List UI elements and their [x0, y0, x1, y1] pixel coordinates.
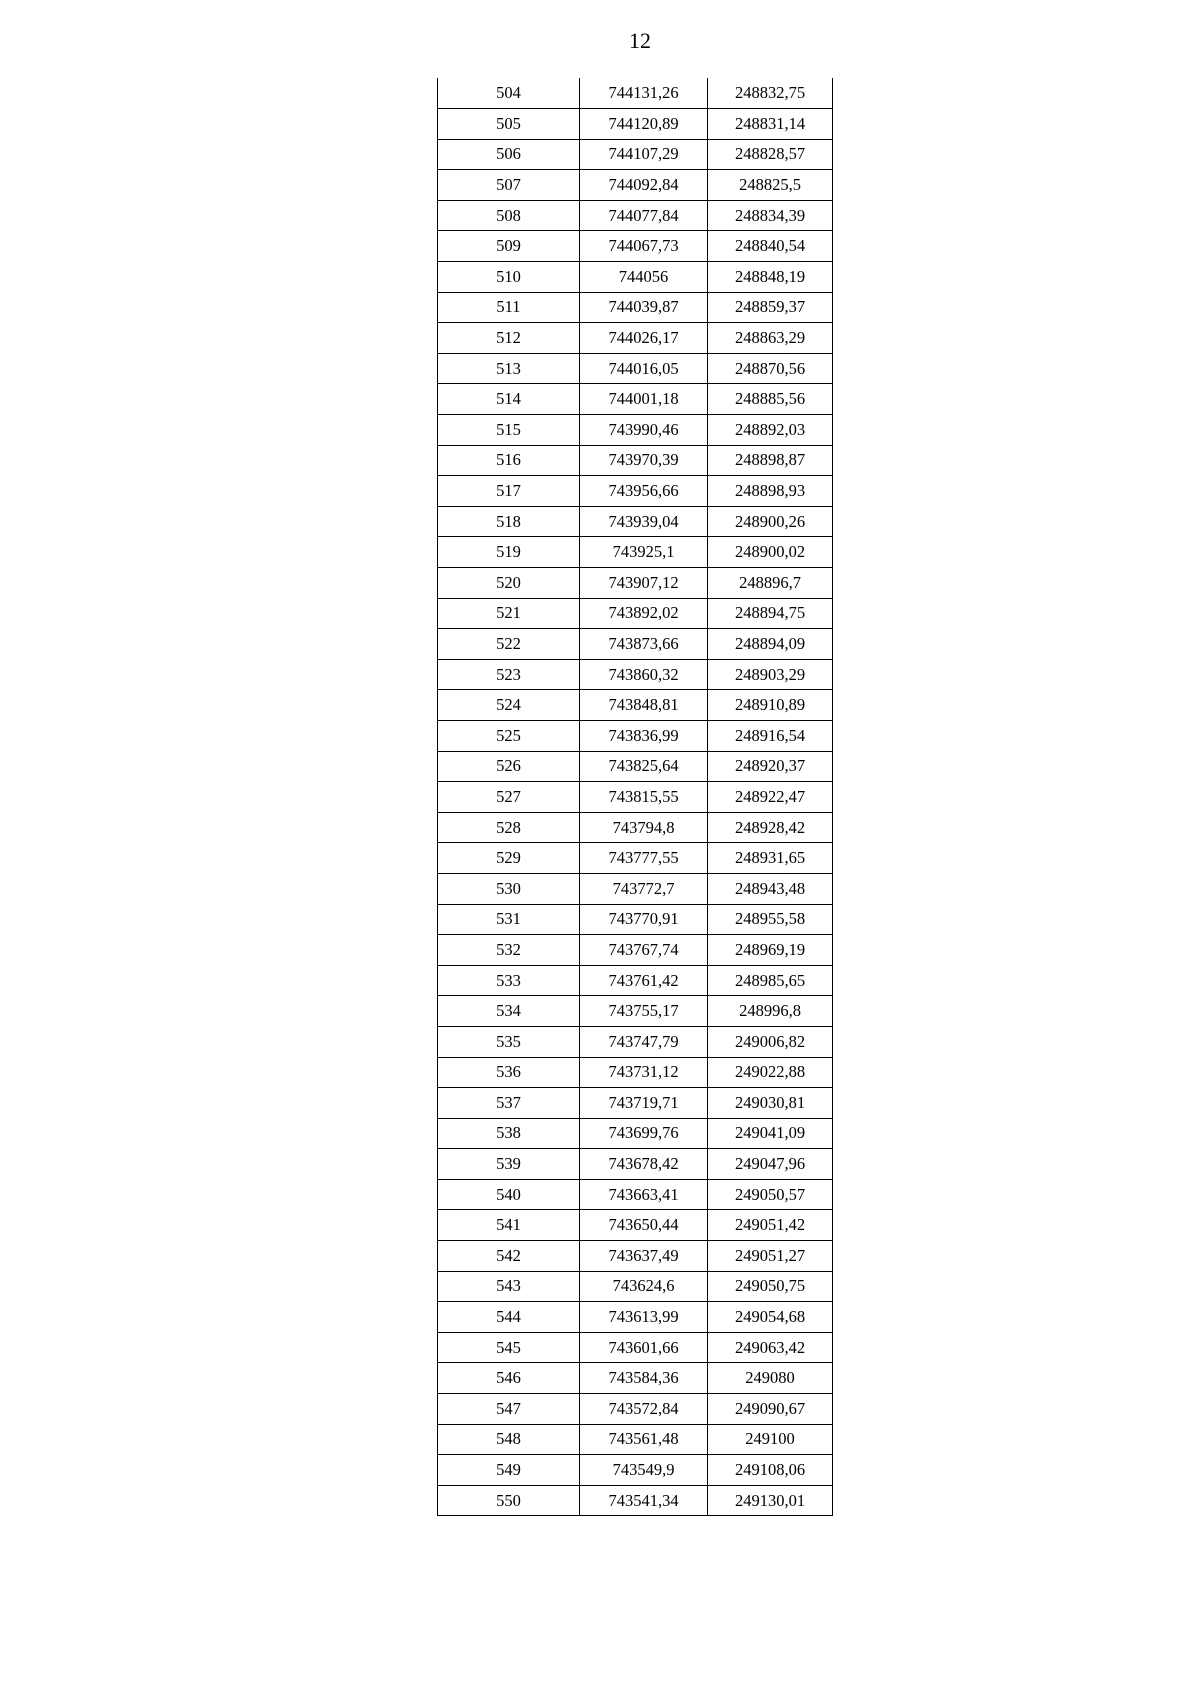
point-number-cell: 523: [438, 659, 580, 690]
x-coordinate-cell: 743939,04: [580, 506, 708, 537]
y-coordinate-cell: 248892,03: [708, 415, 833, 446]
point-number-cell: 538: [438, 1118, 580, 1149]
point-number-cell: 505: [438, 109, 580, 140]
point-number-cell: 546: [438, 1363, 580, 1394]
page-number: 12: [629, 28, 651, 53]
table-row: [438, 843, 833, 874]
table-row: [438, 1455, 833, 1486]
y-coordinate-cell: 248985,65: [708, 965, 833, 996]
point-number-cell: 508: [438, 200, 580, 231]
y-coordinate-cell: 248859,37: [708, 292, 833, 323]
y-coordinate-cell: 248898,87: [708, 445, 833, 476]
point-number-cell: 541: [438, 1210, 580, 1241]
point-number-cell: 529: [438, 843, 580, 874]
table-row: [438, 170, 833, 201]
x-coordinate-cell: 744039,87: [580, 292, 708, 323]
x-coordinate-cell: 744026,17: [580, 323, 708, 354]
x-coordinate-cell: 744107,29: [580, 139, 708, 170]
point-number-cell: 542: [438, 1241, 580, 1272]
y-coordinate-cell: 248832,75: [708, 78, 833, 109]
table-row: [438, 598, 833, 629]
y-coordinate-cell: 248825,5: [708, 170, 833, 201]
y-coordinate-cell: 249006,82: [708, 1026, 833, 1057]
x-coordinate-cell: 744131,26: [580, 78, 708, 109]
table-row: [438, 965, 833, 996]
point-number-cell: 530: [438, 873, 580, 904]
y-coordinate-cell: 249063,42: [708, 1332, 833, 1363]
table-row: [438, 1026, 833, 1057]
y-coordinate-cell: 249130,01: [708, 1485, 833, 1516]
y-coordinate-cell: 248928,42: [708, 812, 833, 843]
y-coordinate-cell: 248828,57: [708, 139, 833, 170]
y-coordinate-cell: 248910,89: [708, 690, 833, 721]
y-coordinate-cell: 249051,42: [708, 1210, 833, 1241]
y-coordinate-cell: 248896,7: [708, 568, 833, 599]
y-coordinate-cell: 248920,37: [708, 751, 833, 782]
y-coordinate-cell: 249047,96: [708, 1149, 833, 1180]
table-row: [438, 415, 833, 446]
y-coordinate-cell: 248894,09: [708, 629, 833, 660]
point-number-cell: 536: [438, 1057, 580, 1088]
table-row: [438, 812, 833, 843]
y-coordinate-cell: 248900,26: [708, 506, 833, 537]
x-coordinate-cell: 743825,64: [580, 751, 708, 782]
table-row: [438, 537, 833, 568]
y-coordinate-cell: 249080: [708, 1363, 833, 1394]
x-coordinate-cell: 743777,55: [580, 843, 708, 874]
point-number-cell: 512: [438, 323, 580, 354]
y-coordinate-cell: 249050,75: [708, 1271, 833, 1302]
table-row: [438, 996, 833, 1027]
point-number-cell: 540: [438, 1179, 580, 1210]
point-number-cell: 518: [438, 506, 580, 537]
point-number-cell: 550: [438, 1485, 580, 1516]
x-coordinate-cell: 743848,81: [580, 690, 708, 721]
y-coordinate-cell: 249054,68: [708, 1302, 833, 1333]
point-number-cell: 515: [438, 415, 580, 446]
y-coordinate-cell: 248898,93: [708, 476, 833, 507]
coordinates-table-body: [438, 78, 833, 1516]
table-row: [438, 1179, 833, 1210]
table-row: [438, 292, 833, 323]
x-coordinate-cell: 743678,42: [580, 1149, 708, 1180]
point-number-cell: 504: [438, 78, 580, 109]
point-number-cell: 545: [438, 1332, 580, 1363]
x-coordinate-cell: 743761,42: [580, 965, 708, 996]
table-row: [438, 476, 833, 507]
x-coordinate-cell: 743860,32: [580, 659, 708, 690]
x-coordinate-cell: 744001,18: [580, 384, 708, 415]
y-coordinate-cell: 248894,75: [708, 598, 833, 629]
x-coordinate-cell: 744056: [580, 262, 708, 293]
x-coordinate-cell: 743601,66: [580, 1332, 708, 1363]
table-row: [438, 904, 833, 935]
y-coordinate-cell: 248840,54: [708, 231, 833, 262]
y-coordinate-cell: 248996,8: [708, 996, 833, 1027]
y-coordinate-cell: 248943,48: [708, 873, 833, 904]
table-row: [438, 353, 833, 384]
x-coordinate-cell: 743572,84: [580, 1394, 708, 1425]
point-number-cell: 548: [438, 1424, 580, 1455]
x-coordinate-cell: 743925,1: [580, 537, 708, 568]
point-number-cell: 511: [438, 292, 580, 323]
x-coordinate-cell: 743624,6: [580, 1271, 708, 1302]
table-row: [438, 1271, 833, 1302]
x-coordinate-cell: 743731,12: [580, 1057, 708, 1088]
point-number-cell: 543: [438, 1271, 580, 1302]
x-coordinate-cell: 743907,12: [580, 568, 708, 599]
table-row: [438, 1057, 833, 1088]
point-number-cell: 506: [438, 139, 580, 170]
table-row: [438, 323, 833, 354]
table-row: [438, 231, 833, 262]
point-number-cell: 517: [438, 476, 580, 507]
point-number-cell: 514: [438, 384, 580, 415]
table-row: [438, 1363, 833, 1394]
table-row: [438, 568, 833, 599]
y-coordinate-cell: 248900,02: [708, 537, 833, 568]
point-number-cell: 532: [438, 935, 580, 966]
point-number-cell: 507: [438, 170, 580, 201]
table-row: [438, 1118, 833, 1149]
x-coordinate-cell: 743747,79: [580, 1026, 708, 1057]
point-number-cell: 527: [438, 782, 580, 813]
x-coordinate-cell: 743637,49: [580, 1241, 708, 1272]
point-number-cell: 535: [438, 1026, 580, 1057]
x-coordinate-cell: 743794,8: [580, 812, 708, 843]
table-row: [438, 1424, 833, 1455]
table-row: [438, 1241, 833, 1272]
table-row: [438, 751, 833, 782]
y-coordinate-cell: 248848,19: [708, 262, 833, 293]
x-coordinate-cell: 743767,74: [580, 935, 708, 966]
table-row: [438, 1485, 833, 1516]
y-coordinate-cell: 248903,29: [708, 659, 833, 690]
x-coordinate-cell: 743970,39: [580, 445, 708, 476]
x-coordinate-cell: 744120,89: [580, 109, 708, 140]
table-row: [438, 659, 833, 690]
x-coordinate-cell: 743815,55: [580, 782, 708, 813]
table-row: [438, 1394, 833, 1425]
point-number-cell: 547: [438, 1394, 580, 1425]
point-number-cell: 520: [438, 568, 580, 599]
y-coordinate-cell: 248931,65: [708, 843, 833, 874]
y-coordinate-cell: 248969,19: [708, 935, 833, 966]
x-coordinate-cell: 743755,17: [580, 996, 708, 1027]
table-row: [438, 78, 833, 109]
point-number-cell: 526: [438, 751, 580, 782]
x-coordinate-cell: 743772,7: [580, 873, 708, 904]
x-coordinate-cell: 743719,71: [580, 1088, 708, 1119]
point-number-cell: 549: [438, 1455, 580, 1486]
point-number-cell: 534: [438, 996, 580, 1027]
point-number-cell: 528: [438, 812, 580, 843]
x-coordinate-cell: 743584,36: [580, 1363, 708, 1394]
table-row: [438, 262, 833, 293]
table-row: [438, 200, 833, 231]
table-row: [438, 384, 833, 415]
y-coordinate-cell: 249041,09: [708, 1118, 833, 1149]
y-coordinate-cell: 249050,57: [708, 1179, 833, 1210]
point-number-cell: 537: [438, 1088, 580, 1119]
x-coordinate-cell: 743770,91: [580, 904, 708, 935]
table-row: [438, 1149, 833, 1180]
coordinates-table: [437, 78, 833, 1516]
table-row: [438, 720, 833, 751]
point-number-cell: 519: [438, 537, 580, 568]
x-coordinate-cell: 743990,46: [580, 415, 708, 446]
x-coordinate-cell: 743561,48: [580, 1424, 708, 1455]
x-coordinate-cell: 743956,66: [580, 476, 708, 507]
y-coordinate-cell: 249030,81: [708, 1088, 833, 1119]
y-coordinate-cell: 248885,56: [708, 384, 833, 415]
table-row: [438, 139, 833, 170]
y-coordinate-cell: 248863,29: [708, 323, 833, 354]
point-number-cell: 544: [438, 1302, 580, 1333]
table-row: [438, 109, 833, 140]
point-number-cell: 524: [438, 690, 580, 721]
x-coordinate-cell: 743549,9: [580, 1455, 708, 1486]
x-coordinate-cell: 743663,41: [580, 1179, 708, 1210]
y-coordinate-cell: 249022,88: [708, 1057, 833, 1088]
y-coordinate-cell: 248916,54: [708, 720, 833, 751]
y-coordinate-cell: 249051,27: [708, 1241, 833, 1272]
table-row: [438, 629, 833, 660]
table-row: [438, 935, 833, 966]
table-row: [438, 1302, 833, 1333]
x-coordinate-cell: 743699,76: [580, 1118, 708, 1149]
table-row: [438, 690, 833, 721]
table-row: [438, 445, 833, 476]
x-coordinate-cell: 744067,73: [580, 231, 708, 262]
y-coordinate-cell: 249090,67: [708, 1394, 833, 1425]
point-number-cell: 510: [438, 262, 580, 293]
table-row: [438, 1088, 833, 1119]
table-row: [438, 1332, 833, 1363]
point-number-cell: 513: [438, 353, 580, 384]
x-coordinate-cell: 744077,84: [580, 200, 708, 231]
y-coordinate-cell: 249100: [708, 1424, 833, 1455]
y-coordinate-cell: 248870,56: [708, 353, 833, 384]
y-coordinate-cell: 248834,39: [708, 200, 833, 231]
y-coordinate-cell: 248955,58: [708, 904, 833, 935]
table-row: [438, 1210, 833, 1241]
table-row: [438, 782, 833, 813]
point-number-cell: 533: [438, 965, 580, 996]
y-coordinate-cell: 248922,47: [708, 782, 833, 813]
point-number-cell: 521: [438, 598, 580, 629]
x-coordinate-cell: 743892,02: [580, 598, 708, 629]
y-coordinate-cell: 248831,14: [708, 109, 833, 140]
y-coordinate-cell: 249108,06: [708, 1455, 833, 1486]
point-number-cell: 522: [438, 629, 580, 660]
x-coordinate-cell: 743873,66: [580, 629, 708, 660]
x-coordinate-cell: 743650,44: [580, 1210, 708, 1241]
table-row: [438, 873, 833, 904]
point-number-cell: 525: [438, 720, 580, 751]
x-coordinate-cell: 744016,05: [580, 353, 708, 384]
x-coordinate-cell: 743613,99: [580, 1302, 708, 1333]
x-coordinate-cell: 743836,99: [580, 720, 708, 751]
point-number-cell: 516: [438, 445, 580, 476]
point-number-cell: 539: [438, 1149, 580, 1180]
point-number-cell: 509: [438, 231, 580, 262]
x-coordinate-cell: 744092,84: [580, 170, 708, 201]
x-coordinate-cell: 743541,34: [580, 1485, 708, 1516]
table-row: [438, 506, 833, 537]
point-number-cell: 531: [438, 904, 580, 935]
